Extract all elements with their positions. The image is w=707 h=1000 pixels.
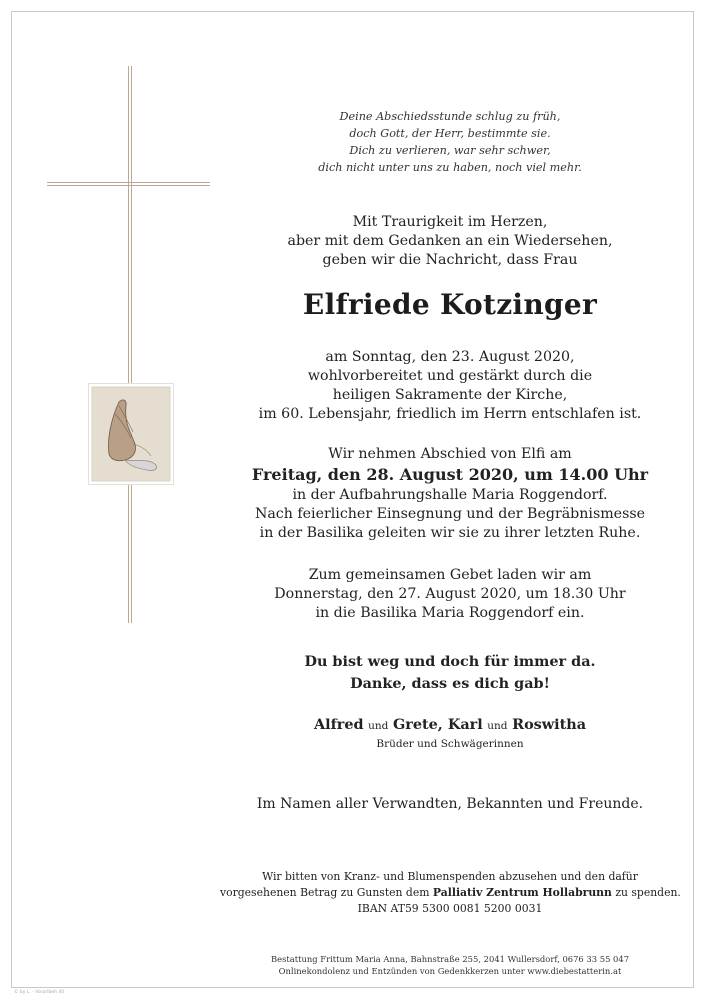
death-line: im 60. Lebensjahr, friedlich im Herrn entschlafen ist.: [258, 406, 642, 422]
prayer-line: Zum gemeinsamen Gebet laden wir am: [308, 567, 592, 583]
death-notice: [220, 348, 680, 424]
cross-vertical-line: [131, 66, 132, 623]
donation-line: [220, 885, 680, 901]
intro-line: Mit Traurigkeit im Herzen,: [352, 214, 548, 230]
mourner-name: Alfred: [313, 716, 364, 733]
undertaker-footer: [220, 953, 680, 977]
praying-hands-icon: [89, 384, 173, 484]
cross-horizontal-line: [47, 182, 210, 183]
mourners-names: [220, 715, 680, 736]
mourners-relation: Brüder und Schwägerinnen: [376, 738, 524, 750]
verse: [220, 108, 680, 176]
conjunction: und: [368, 720, 389, 732]
funeral-details: [220, 486, 680, 543]
verse-line: Dich zu verlieren, war sehr schwer,: [349, 144, 551, 157]
conjunction: und: [487, 720, 508, 732]
intro-line: aber mit dem Gedanken an ein Wiedersehen,: [287, 233, 613, 249]
footer-line: Onlinekondolenz und Entzünden von Gedenkkerzen unter www.diebestatterin.at: [278, 966, 622, 976]
footer-line: Bestattung Frittum Maria Anna, Bahnstraße 255, 2041 Wullersdorf, 0676 33 55 047: [270, 954, 630, 964]
deceased-name: Elfriede Kotzinger: [302, 288, 598, 321]
praying-hands-image: [88, 383, 174, 485]
funeral-line: in der Basilika geleiten wir sie zu ihrer letzten Ruhe.: [259, 525, 641, 541]
verse-line: Deine Abschiedsstunde schlug zu früh,: [339, 110, 561, 123]
funeral-date: Freitag, den 28. August 2020, um 14.00 Uhr: [251, 465, 649, 484]
funeral-line: Nach feierlicher Einsegnung und der Begräbnismesse: [254, 506, 646, 522]
quote-line: Du bist weg und doch für immer da.: [304, 653, 596, 670]
verse-line: doch Gott, der Herr, bestimmte sie.: [349, 127, 551, 140]
imprint: © by L. - Vorarlbeh 40: [14, 990, 65, 995]
intro-line: geben wir die Nachricht, dass Frau: [322, 252, 578, 268]
death-line: heiligen Sakramente der Kirche,: [332, 387, 568, 403]
donation-notice: [220, 869, 680, 917]
donation-line: Wir bitten von Kranz- und Blumenspenden abzusehen und den dafür: [262, 870, 638, 883]
mourner-name: Roswitha: [512, 716, 587, 733]
mourner-name: Grete, Karl: [392, 716, 483, 733]
cross-vertical-line: [128, 66, 129, 623]
on-behalf-line: Im Namen aller Verwandten, Bekannten und Freunde.: [256, 796, 644, 812]
prayer-line: Donnerstag, den 27. August 2020, um 18.30 Uhr: [274, 586, 626, 602]
donation-text: vorgesehenen Betrag zu Gunsten dem: [220, 886, 430, 899]
farewell-intro: Wir nehmen Abschied von Elfi am: [328, 446, 572, 462]
memorial-quote: [220, 651, 680, 695]
death-line: wohlvorbereitet und gestärkt durch die: [307, 368, 593, 384]
death-line: am Sonntag, den 23. August 2020,: [325, 349, 575, 365]
prayer-line: in die Basilika Maria Roggendorf ein.: [315, 605, 585, 621]
announcement-intro: [220, 213, 680, 270]
cross-horizontal-line: [47, 185, 210, 186]
donation-text: zu spenden.: [615, 886, 681, 899]
prayer-invitation: [220, 566, 680, 623]
quote-line: Danke, dass es dich gab!: [350, 675, 550, 692]
charity-name: Palliativ Zentrum Hollabrunn: [432, 886, 612, 899]
verse-line: dich nicht unter uns zu haben, noch viel mehr.: [318, 161, 582, 174]
funeral-line: in der Aufbahrungshalle Maria Roggendorf.: [292, 487, 608, 503]
iban: IBAN AT59 5300 0081 5200 0031: [357, 902, 543, 915]
